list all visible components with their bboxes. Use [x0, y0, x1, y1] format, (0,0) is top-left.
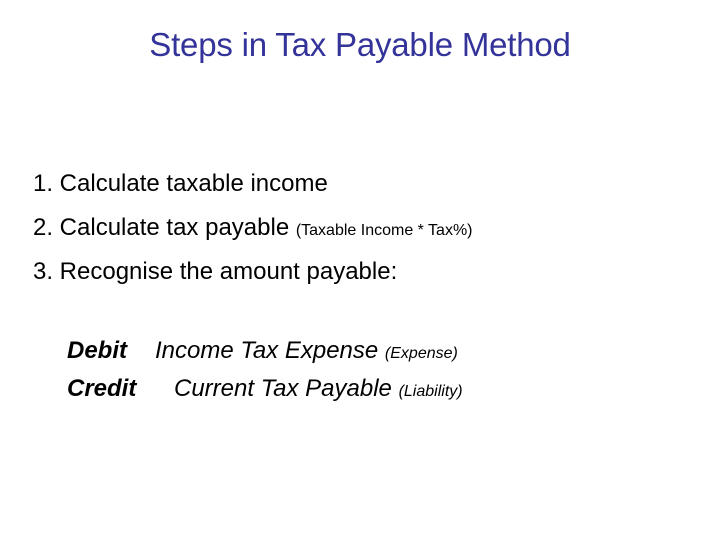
entry-side-label: Credit: [67, 375, 137, 402]
entry-account: Current Tax Payable: [174, 375, 399, 402]
step-item: [33, 254, 713, 298]
entry-classification: (Liability): [398, 383, 463, 400]
step-text: 3. Recognise the amount payable:: [33, 258, 398, 285]
step-item: [33, 166, 713, 210]
steps-list: [33, 166, 713, 298]
journal-entries: [67, 334, 707, 410]
entry-account: Income Tax Expense: [155, 337, 385, 364]
journal-entry-credit: [67, 372, 707, 410]
step-item: [33, 210, 713, 254]
step-text: 1. Calculate taxable income: [33, 170, 328, 197]
entry-side-label: Debit: [67, 337, 127, 364]
journal-entry-debit: [67, 334, 707, 372]
entry-classification: (Expense): [384, 345, 458, 362]
step-text: 2. Calculate tax payable: [33, 214, 296, 241]
slide-title: Steps in Tax Payable Method: [149, 26, 571, 63]
step-note: (Taxable Income * Tax%): [295, 222, 473, 239]
